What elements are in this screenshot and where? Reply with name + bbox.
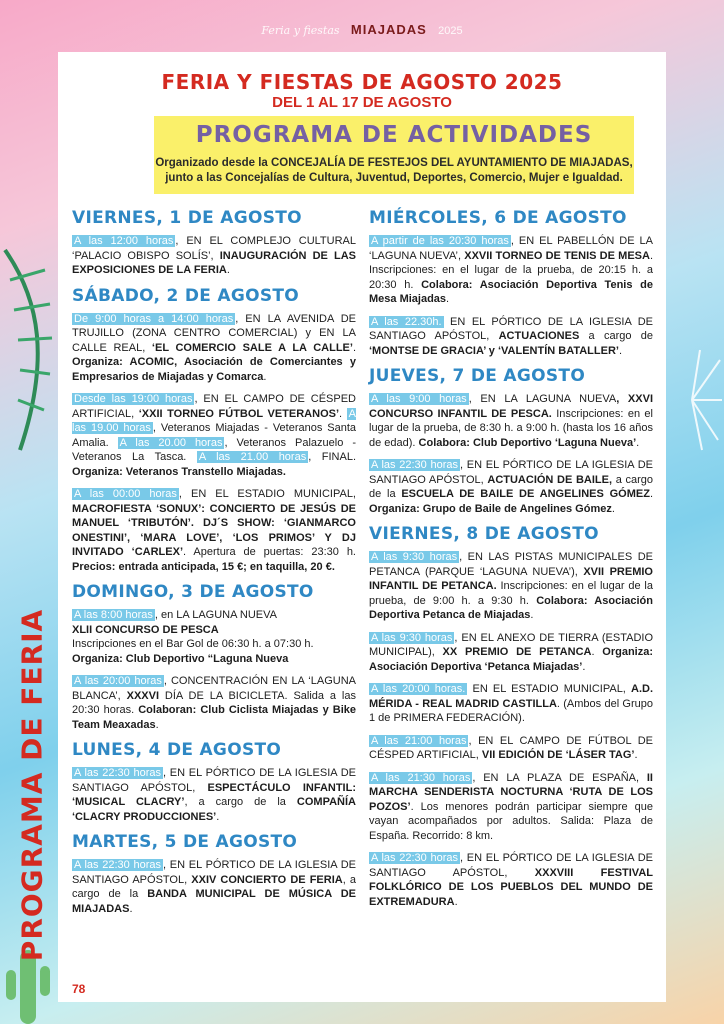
event-entry xyxy=(369,315,653,359)
page-dates: DEL 1 AL 17 DE AGOSTO xyxy=(272,94,452,111)
event-entry xyxy=(369,851,653,909)
event-title: ‘EL COMERCIO SALE A LA CALLE’ xyxy=(151,341,353,354)
event-entry xyxy=(369,392,653,450)
event-text: , EN EL ANEXO DE TIERRA (ESTADIO MUNICIPAL), xyxy=(369,631,653,658)
event-time: A las 9:00 horas xyxy=(371,393,467,405)
firework-decoration xyxy=(660,300,724,500)
event-title: ‘XXII TORNEO FÚTBOL VETERANOS’ xyxy=(138,407,340,420)
event-text: . xyxy=(634,749,638,761)
event-entry xyxy=(72,674,356,732)
event-text: . xyxy=(611,502,615,515)
event-text: EN EL ESTADIO MUNICIPAL, xyxy=(467,683,632,695)
event-title: ACTUACIONES xyxy=(498,330,580,342)
program-subtitle-line-1: Organizado desde la CONCEJALÍA DE FESTEJOS DEL AYUNTAMIENTO DE MIAJADAS, xyxy=(155,157,633,169)
event-entry xyxy=(72,487,356,574)
event-performer: BANDA MUNICIPAL DE MÚSICA DE MIAJADAS xyxy=(72,888,356,915)
event-entry xyxy=(72,766,356,824)
day-heading: SÁBADO, 2 DE AGOSTO xyxy=(72,285,300,306)
event-time: A partir de las 20:30 horas xyxy=(371,235,509,247)
event-text: , EN LAS PISTAS MUNICIPALES DE PETANCA (PARQUE ‘LAGUNA NUEVA’), xyxy=(369,551,653,578)
side-label xyxy=(14,608,50,962)
event-time: A las 22:30 horas xyxy=(371,459,459,471)
event-performer: COMPAÑÍA ‘CLACRY PRODUCCIONES’ xyxy=(72,796,356,823)
event-organizer: Organiza: ACOMIC, Asociación de Comerciantes y Empresarios de Miajadas y Comarca xyxy=(72,356,356,383)
event-time: A las 21:30 horas xyxy=(371,771,471,784)
event-text: , EN EL PÓRTICO DE LA IGLESIA DE SANTIAGO APÓSTOL, xyxy=(369,459,653,486)
event-title: XX PREMIO DE PETANCA xyxy=(442,646,592,658)
event-text: , Veteranos Miajadas - Veteranos Santa Amalia. xyxy=(72,422,357,449)
event-text: , a cargo de la xyxy=(184,796,297,808)
day-heading: JUEVES, 7 DE AGOSTO xyxy=(369,366,586,386)
event-entry xyxy=(369,771,653,844)
event-entry xyxy=(369,734,653,763)
event-text: , EN EL PÓRTICO DE LA IGLESIA DE SANTIAGO APÓSTOL, xyxy=(72,859,356,886)
event-text: . xyxy=(446,293,450,305)
page-title: FERIA Y FIESTAS DE AGOSTO 2025 xyxy=(161,70,563,94)
event-text: , EN EL CAMPO DE FÚTBOL DE CÉSPED ARTIFICIAL, xyxy=(369,734,653,761)
left-column xyxy=(72,208,356,924)
event-time: A las 20:00 horas. xyxy=(371,683,466,695)
event-entry xyxy=(72,234,356,278)
palm-leaf-decoration xyxy=(0,240,60,460)
header-brand: MIAJADAS xyxy=(350,22,427,37)
event-time: De 9:00 horas a 14:00 horas xyxy=(74,312,234,325)
event-text: . (Ambos del Grupo 1 de PRIMERA FEDERACIÓN). xyxy=(369,697,653,724)
day-heading: VIERNES, 1 DE AGOSTO xyxy=(72,208,302,228)
event-entry xyxy=(369,458,653,516)
event-text: . xyxy=(618,344,623,357)
event-text: Inscripciones: en el lugar de la prueba, de 8:30 h. a 9:00 h. (hasta los 16 años de edad). xyxy=(369,407,653,449)
event-title: , XXVI CONCURSO INFANTIL DE PESCA. xyxy=(369,393,653,420)
event-organizer: Colaboran: Club Ciclista Miajadas y Bike Team Meaxadas xyxy=(72,704,356,731)
event-text: . xyxy=(636,436,640,449)
event-entry xyxy=(72,858,356,916)
event-text: . xyxy=(530,609,534,621)
event-text: . xyxy=(129,902,133,915)
program-subtitle: Organizado desde la CONCEJALÍA DE FESTEJOS DEL AYUNTAMIENTO DE MIAJADAS, junto a las Concejalías de Cultura, Juventud, Deportes, Comercio, Mujer e Igualdad. xyxy=(155,157,633,184)
event-title: ESPECTÁCULO INFANTIL: ‘MUSICAL CLACRY’ xyxy=(72,781,356,808)
event-entry xyxy=(369,631,653,675)
side-label-text: PROGRAMA DE FERIA xyxy=(15,608,49,962)
event-title: VII EDICIÓN DE ‘LÁSER TAG’ xyxy=(481,749,635,761)
event-text: . xyxy=(582,660,586,673)
day-heading: VIERNES, 8 DE AGOSTO xyxy=(369,524,599,544)
event-organizer: Colabora: Asociación Deportiva Tenis de Mesa Miajadas xyxy=(369,278,653,305)
event-text: . xyxy=(339,407,343,420)
event-entry xyxy=(72,608,356,666)
event-text: Inscripciones en el Bar Gol de 06:30 h. a 07:30 h. xyxy=(72,638,314,650)
event-title: XXXVI xyxy=(126,689,160,702)
day-heading: MIÉRCOLES, 6 DE AGOSTO xyxy=(369,208,627,228)
event-title: MACROFIESTA ‘SONUX’: CONCIERTO DE JESÚS DE MANUEL ‘TRIBUTÓN’. DJ´S SHOW: ‘GIANMARCO ONESTINI’, ‘MARA LOVE’, ‘LOS PRIMOS’ Y DJ INVITADO ‘CARLEX’ xyxy=(72,502,356,558)
event-time: A las 21:00 horas xyxy=(371,734,467,747)
event-text: . Los menores podrán participar siempre que vayan acompañados por adultos. Salida: Plaza de España. Recorrido: 8 km. xyxy=(369,800,653,842)
event-text: , EN EL COMPLEJO CULTURAL ‘PALACIO OBISPO SOLÍS’, xyxy=(72,235,356,262)
right-column xyxy=(369,208,653,917)
event-text: , EN EL PÓRTICO DE LA IGLESIA DE SANTIAGO APÓSTOL, xyxy=(72,767,356,794)
event-text: . xyxy=(226,264,230,276)
event-text: , EN EL ESTADIO MUNICIPAL, xyxy=(178,488,356,500)
event-time: A las 22:30 horas xyxy=(371,852,459,864)
event-text: , EN LA PLAZA DE ESPAÑA, xyxy=(472,771,647,784)
event-organizer: Organiza: Veteranos Transtello Miajadas. xyxy=(72,465,286,478)
header-script: Feria y fiestas xyxy=(261,24,340,37)
event-entry xyxy=(72,392,356,479)
event-text: , EN LA AVENIDA DE TRUJILLO (ZONA CENTRO COMERCIAL) y EN LA CALLE REAL, xyxy=(72,312,356,354)
event-text: , EN LA LAGUNA NUEVA xyxy=(468,393,617,405)
event-performer: ‘MONTSE DE GRACIA’ y ‘VALENTÍN BATALLER’ xyxy=(369,344,619,357)
event-entry xyxy=(369,682,653,726)
event-text: , EN EL PABELLÓN DE LA ‘LAGUNA NUEVA’, xyxy=(369,235,653,262)
event-time: A las 19.00 horas xyxy=(72,407,356,434)
event-time: Desde las 19:00 horas xyxy=(74,393,193,405)
event-time: A las 8:00 horas xyxy=(74,609,153,621)
event-title: XXVII TORNEO DE TENIS DE MESA xyxy=(464,249,650,262)
day-heading: DOMINGO, 3 DE AGOSTO xyxy=(72,582,314,602)
event-title: XVII PREMIO INFANTIL DE PETANCA. xyxy=(369,565,653,592)
event-time: A las 20:00 horas xyxy=(74,675,162,687)
event-time: A las 00:00 horas xyxy=(74,488,177,500)
event-performer: ESCUELA DE BAILE DE ANGELINES GÓMEZ xyxy=(401,488,650,500)
event-time: A las 9:30 horas xyxy=(371,551,458,563)
event-time: A las 22:30 horas xyxy=(74,767,162,779)
event-entry xyxy=(72,312,356,385)
event-text: . Apertura de puertas: 23:30 h. xyxy=(183,546,356,558)
event-text: . xyxy=(216,810,220,823)
event-organizer: Organiza: Grupo de Baile de Angelines Gómez xyxy=(369,502,612,515)
event-time: A las 9:30 horas xyxy=(371,631,453,644)
event-entry xyxy=(369,550,653,623)
event-text: a cargo de la xyxy=(369,473,653,500)
event-text: , CONCENTRACIÓN EN LA ‘LAGUNA BLANCA’, xyxy=(72,675,356,702)
event-text: . xyxy=(454,895,458,908)
event-title: XXIV CONCIERTO DE FERIA xyxy=(191,873,343,886)
event-text: . xyxy=(155,718,159,731)
page-number: 78 xyxy=(72,982,86,996)
event-title: II MARCHA SENDERISTA NOCTURNA ‘RUTA DE LOS POZOS’ xyxy=(369,771,653,813)
event-time: A las 21.00 horas xyxy=(198,451,307,463)
event-time: A las 20.00 horas xyxy=(119,436,223,449)
event-text: . xyxy=(649,488,653,500)
event-entry xyxy=(369,234,653,307)
event-title: INAUGURACIÓN DE LAS EXPOSICIONES DE LA FERIA xyxy=(72,249,356,276)
event-title: A.D. MÉRIDA - REAL MADRID CASTILLA xyxy=(369,683,654,710)
top-header xyxy=(0,22,724,42)
day-heading: MARTES, 5 DE AGOSTO xyxy=(72,832,298,852)
event-time: A las 12:00 horas xyxy=(74,235,174,247)
event-text: . xyxy=(352,341,356,354)
event-text: a cargo de xyxy=(579,330,653,342)
event-text: EN EL PÓRTICO DE LA IGLESIA DE SANTIAGO APÓSTOL, xyxy=(369,315,653,342)
event-title: XLII CONCURSO DE PESCA xyxy=(72,623,219,636)
event-prices: Precios: entrada anticipada, 15 €; en taquilla, 20 €. xyxy=(72,560,335,573)
header-year: 2025 xyxy=(438,25,463,37)
event-text: , a cargo de la xyxy=(72,873,356,900)
event-time: A las 22.30h. xyxy=(371,315,442,328)
event-title: XXXVIII FESTIVAL FOLKLÓRICO DE LOS PUEBLOS DEL MUNDO DE EXTREMADURA xyxy=(369,866,653,908)
day-heading: LUNES, 4 DE AGOSTO xyxy=(72,740,282,760)
event-text: , EN EL CAMPO DE CÉSPED ARTIFICIAL, xyxy=(72,393,356,420)
event-text: . xyxy=(591,646,603,658)
event-title: ACTUACIÓN DE BAILE, xyxy=(487,473,613,486)
event-organizer: Colabora: Club Deportivo ‘Laguna Nueva’ xyxy=(418,436,637,449)
event-organizer: Organiza: Club Deportivo “Laguna Nueva xyxy=(72,652,289,665)
event-text: , en LA LAGUNA NUEVA xyxy=(154,609,277,621)
event-organizer: Colabora: Asociación Deportiva Petanca de Miajadas xyxy=(369,594,653,621)
event-text: , EN EL PÓRTICO DE LA IGLESIA DE SANTIAGO APÓSTOL, xyxy=(369,852,653,879)
event-text: DÍA DE LA BICICLETA. Salida a las 20:30 horas. xyxy=(72,689,356,716)
event-organizer: Organiza: Asociación Deportiva ‘Petanca Miajadas’ xyxy=(369,646,653,673)
event-text: , FINAL. xyxy=(308,451,357,463)
event-text: . Inscripciones: en el lugar de la prueba, de 20:15 h. a 20:30 h. xyxy=(369,249,653,291)
program-subtitle-line-2: junto a las Concejalías de Cultura, Juventud, Deportes, Comercio, Mujer e Igualdad xyxy=(165,172,620,184)
event-text: Inscripciones: en el lugar de la prueba, de 9:00 h. a 9:30 h. xyxy=(369,580,653,607)
event-text: . xyxy=(263,370,267,383)
program-title: PROGRAMA DE ACTIVIDADES xyxy=(195,122,593,148)
event-time: A las 22:30 horas xyxy=(74,859,162,871)
event-text: , Veteranos Palazuelo - Veteranos La Tasca. xyxy=(72,436,356,463)
